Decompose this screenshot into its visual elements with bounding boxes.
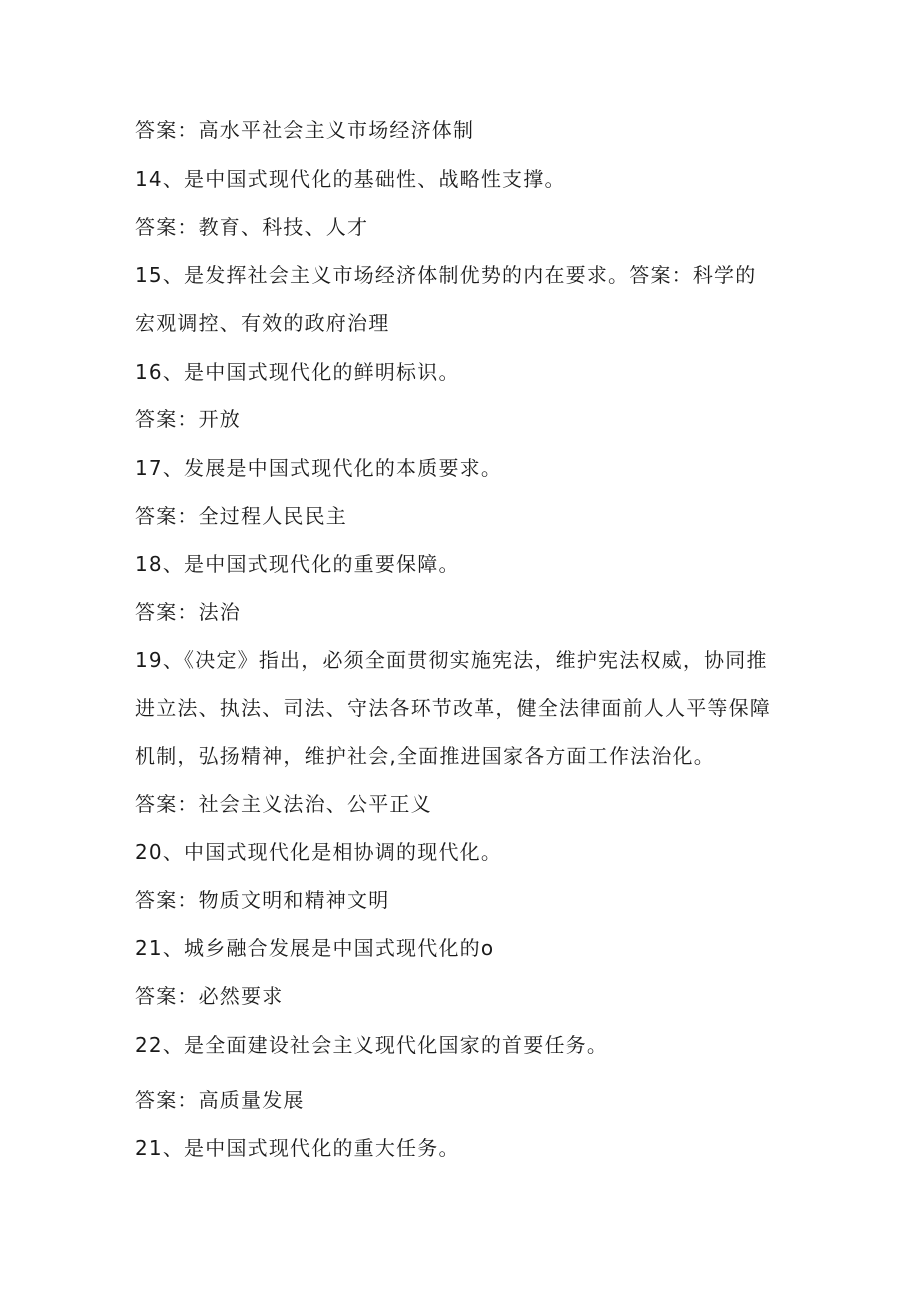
answer-line: 答案：必然要求 — [135, 984, 284, 1008]
answer-line: 答案：教育、科技、人才 — [135, 215, 369, 239]
question-line: 21、是中国式现代化的重大任务。 — [135, 1136, 460, 1160]
answer-line: 答案：社会主义法治、公平正义 — [135, 792, 432, 816]
question-line-continued: 机制，弘扬精神，维护社会,全面推进国家各方面工作法治化。 — [135, 744, 715, 768]
question-line: 21、城乡融合发展是中国式现代化的o — [135, 936, 495, 960]
question-line: 17、发展是中国式现代化的本质要求。 — [135, 456, 503, 480]
answer-line: 答案：高质量发展 — [135, 1088, 305, 1112]
answer-line: 答案：全过程人民民主 — [135, 504, 347, 528]
answer-line: 答案：法治 — [135, 600, 241, 624]
answer-line: 答案：高水平社会主义市场经济体制 — [135, 118, 475, 142]
question-line: 14、是中国式现代化的基础性、战略性支撑。 — [135, 167, 566, 191]
answer-line: 答案：开放 — [135, 407, 241, 431]
question-line: 15、是发挥社会主义市场经济体制优势的内在要求。答案：科学的 — [135, 263, 757, 287]
question-line: 16、是中国式现代化的鲜明标识。 — [135, 360, 460, 384]
question-line: 22、是全面建设社会主义现代化国家的首要任务。 — [135, 1033, 609, 1057]
question-line: 19、《决定》指出，必须全面贯彻实施宪法，维护宪法权威，协同推 — [135, 648, 768, 672]
question-line: 20、中国式现代化是相协调的现代化。 — [135, 840, 503, 864]
question-line: 18、是中国式现代化的重要保障。 — [135, 552, 460, 576]
answer-line: 答案：物质文明和精神文明 — [135, 888, 390, 912]
answer-line: 宏观调控、有效的政府治理 — [135, 311, 390, 335]
question-line-continued: 进立法、执法、司法、守法各环节改革，健全法律面前人人平等保障 — [135, 696, 771, 720]
